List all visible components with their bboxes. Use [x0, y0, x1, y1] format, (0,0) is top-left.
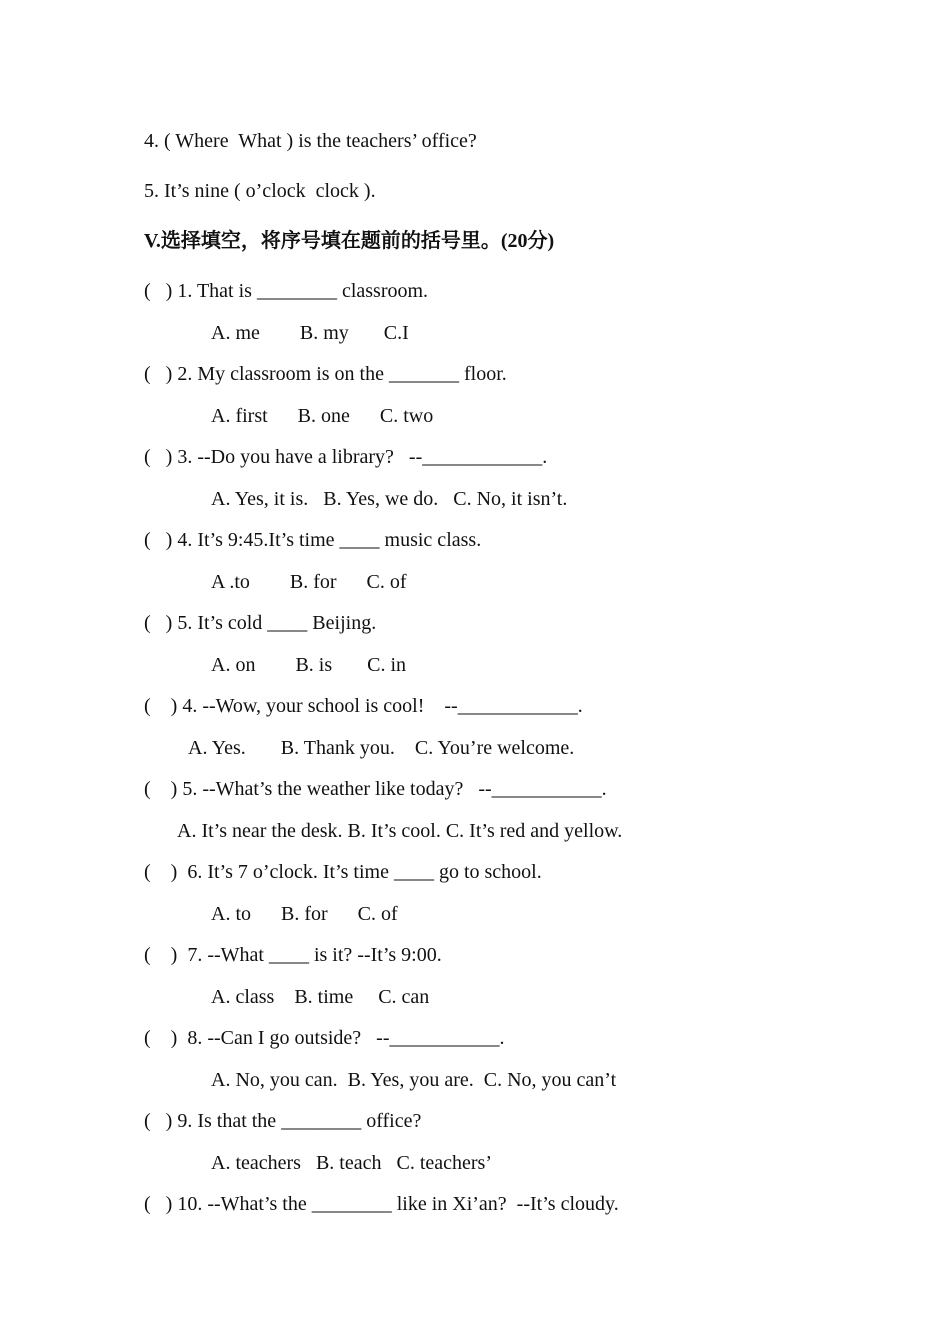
question-stem: ( ) 7. --What ____ is it? --It’s 9:00. — [144, 944, 442, 966]
question-stem: ( ) 9. Is that the ________ office? — [144, 1110, 422, 1132]
question-options: A. Yes, it is. B. Yes, we do. C. No, it isn’t. — [211, 488, 568, 510]
question-options: A. No, you can. B. Yes, you are. C. No, you can’t — [211, 1069, 617, 1091]
question-stem: ( ) 3. --Do you have a library? --____________. — [144, 446, 548, 468]
question-options: A. It’s near the desk. B. It’s cool. C. It’s red and yellow. — [177, 820, 623, 842]
question-stem: ( ) 4. --Wow, your school is cool! --____________. — [144, 695, 583, 717]
question-stem: ( ) 8. --Can I go outside? --___________. — [144, 1027, 505, 1049]
question-options: A. first B. one C. two — [211, 405, 434, 427]
question-options: A. me B. my C.I — [211, 322, 409, 344]
question-options: A. to B. for C. of — [211, 903, 398, 925]
question-options: A .to B. for C. of — [211, 571, 407, 593]
prev-question-5: 5. It’s nine ( o’clock clock ). — [144, 180, 376, 202]
section-heading: V.选择填空，将序号填在题前的括号里。(20分) — [144, 230, 555, 252]
question-options: A. on B. is C. in — [211, 654, 407, 676]
question-stem: ( ) 1. That is ________ classroom. — [144, 280, 429, 302]
question-options: A. teachers B. teach C. teachers’ — [211, 1152, 492, 1174]
prev-question-4: 4. ( Where What ) is the teachers’ office? — [144, 130, 477, 152]
question-options: A. Yes. B. Thank you. C. You’re welcome. — [188, 737, 575, 759]
question-stem: ( ) 5. It’s cold ____ Beijing. — [144, 612, 377, 634]
question-stem: ( ) 10. --What’s the ________ like in Xi’an? --It’s cloudy. — [144, 1193, 619, 1215]
question-stem: ( ) 6. It’s 7 o’clock. It’s time ____ go to school. — [144, 861, 542, 883]
question-options: A. class B. time C. can — [211, 986, 430, 1008]
question-stem: ( ) 5. --What’s the weather like today? --___________. — [144, 778, 607, 800]
question-stem: ( ) 2. My classroom is on the _______ floor. — [144, 363, 507, 385]
question-stem: ( ) 4. It’s 9:45.It’s time ____ music class. — [144, 529, 482, 551]
